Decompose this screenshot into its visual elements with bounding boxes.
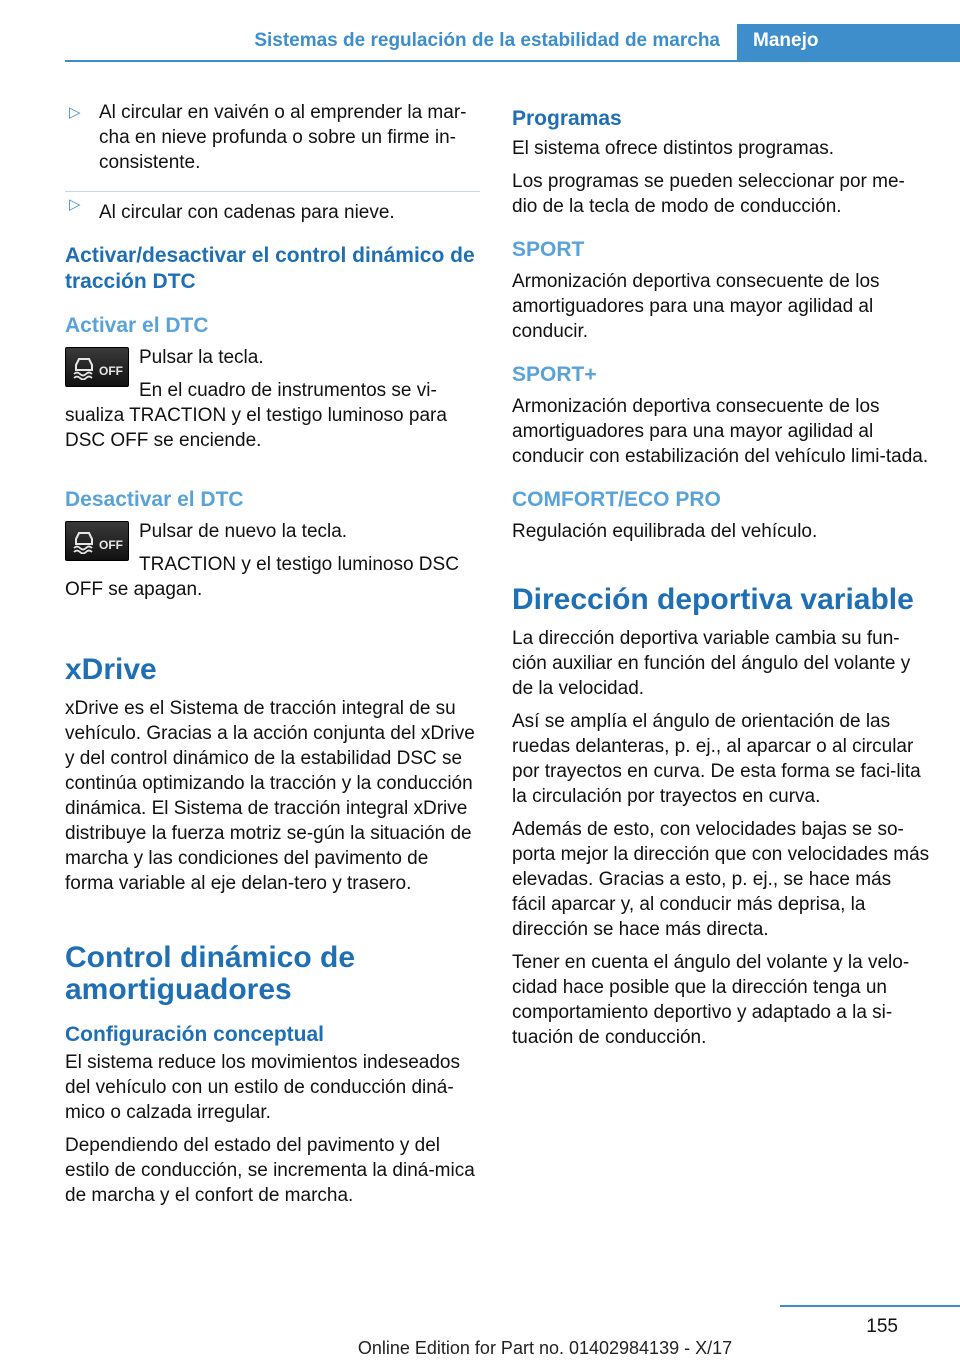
dtc-off-button-icon: OFF bbox=[65, 521, 129, 561]
deactivate-step-1: Pulsar de nuevo la tecla. bbox=[139, 521, 348, 542]
concept-paragraph-2: Dependiendo del estado del pavimento y del estilo de conducción, se incrementa la diná‐mica de marcha y el confort de marcha. bbox=[65, 1135, 475, 1206]
programs-paragraph-2: Los programas se pueden seleccionar por me‐dio de la tecla de modo de conducción. bbox=[512, 171, 905, 217]
steering-paragraph-4: Tener en cuenta el ángulo del volante y la velo‐cidad hace posible que la dirección tenga un comportamiento deportivo y adaptado a la si‐tuación de conducción. bbox=[512, 952, 910, 1048]
steering-paragraph-3: Además de esto, con velocidades bajas se so‐porta mejor la dirección que con velocidades más elevadas. Gracias a esto, p. ej., se hace más fácil aparcar y, al conducir más deprisa, la dirección se hace más directa. bbox=[512, 819, 930, 940]
deactivate-dtc-heading: Desactivar el DTC bbox=[65, 488, 244, 511]
triangle-bullet-icon: ▷ bbox=[69, 104, 81, 121]
deactivate-dtc-block bbox=[65, 519, 480, 610]
sport-plus-heading: SPORT+ bbox=[512, 363, 597, 386]
bullet-list bbox=[65, 100, 480, 225]
variable-steering-heading: Dirección deportiva variable bbox=[512, 583, 914, 616]
activate-dtc-block bbox=[65, 345, 480, 461]
activate-step-1: Pulsar la tecla. bbox=[139, 347, 264, 368]
damper-control-heading: Control dinámico de amortiguadores bbox=[65, 941, 356, 1006]
activate-step-2: En el cuadro de instrumentos se vi‐sualiza TRACTION y el testigo luminoso para DSC OFF se enciende. bbox=[65, 380, 447, 451]
activate-dtc-heading: Activar el DTC bbox=[65, 314, 209, 337]
right-column bbox=[512, 100, 930, 1058]
list-item: ▷ Al circular en vaivén o al emprender la mar‐cha en nieve profunda o sobre un firme in‐consistente. bbox=[69, 102, 467, 173]
sport-heading: SPORT bbox=[512, 238, 585, 261]
steering-paragraph-1: La dirección deportiva variable cambia su fun‐ción auxiliar en función del ángulo del volante y de la velocidad. bbox=[512, 628, 911, 699]
footer-divider bbox=[780, 1305, 960, 1307]
programs-paragraph-1: El sistema ofrece distintos programas. bbox=[512, 138, 835, 159]
programs-heading: Programas bbox=[512, 107, 622, 130]
steering-paragraph-2: Así se amplía el ángulo de orientación de las ruedas delanteras, p. ej., al aparcar o al circular por trayectos en curva. De esta forma se faci‐lita la circulación por trayectos en curva. bbox=[512, 711, 921, 807]
deactivate-step-2: TRACTION y el testigo luminoso DSC OFF se apagan. bbox=[65, 554, 459, 600]
left-column bbox=[65, 100, 480, 1216]
edition-footer: Online Edition for Part no. 01402984139 - X/17 bbox=[357, 1338, 733, 1358]
triangle-bullet-icon: ▷ bbox=[69, 196, 81, 213]
xdrive-paragraph: xDrive es el Sistema de tracción integral de su vehículo. Gracias a la acción conjunta del xDrive y del control dinámico de la estabilidad DSC se continúa optimizando la tracción y la conducción dinámica. El Sistema de tracción integral xDrive distribuye la fuerza motriz se‐gún la situación de marcha y las condiciones del pavimento de forma variable al eje delan‐tero y trasero. bbox=[65, 698, 475, 894]
sport-paragraph: Armonización deportiva consecuente de los amortiguadores para una mayor agilidad al conducir. bbox=[512, 271, 880, 342]
page-number: 155 bbox=[866, 1316, 898, 1337]
concept-heading: Configuración conceptual bbox=[65, 1023, 325, 1046]
xdrive-heading: xDrive bbox=[65, 653, 157, 686]
car-skid-icon bbox=[71, 528, 97, 554]
header-section-tab: Manejo bbox=[737, 24, 960, 62]
sport-plus-paragraph: Armonización deportiva consecuente de los amortiguadores para una mayor agilidad al conducir con estabilización del vehículo limi‐tada. bbox=[512, 396, 929, 467]
comfort-eco-pro-heading: COMFORT/ECO PRO bbox=[512, 488, 721, 511]
header-title: Sistemas de regulación de la estabilidad de marcha bbox=[254, 30, 720, 51]
concept-paragraph-1: El sistema reduce los movimientos indeseados del vehículo con un estilo de conducción diná‐mico o calzada irregular. bbox=[65, 1052, 460, 1123]
car-skid-icon bbox=[71, 354, 97, 380]
comfort-paragraph: Regulación equilibrada del vehículo. bbox=[512, 521, 818, 542]
page-header bbox=[65, 24, 960, 62]
dtc-heading: Activar/desactivar el control dinámico de tracción DTC bbox=[65, 244, 475, 293]
dtc-off-button-icon: OFF bbox=[65, 347, 129, 387]
list-item: ▷ Al circular con cadenas para nieve. bbox=[65, 191, 480, 225]
